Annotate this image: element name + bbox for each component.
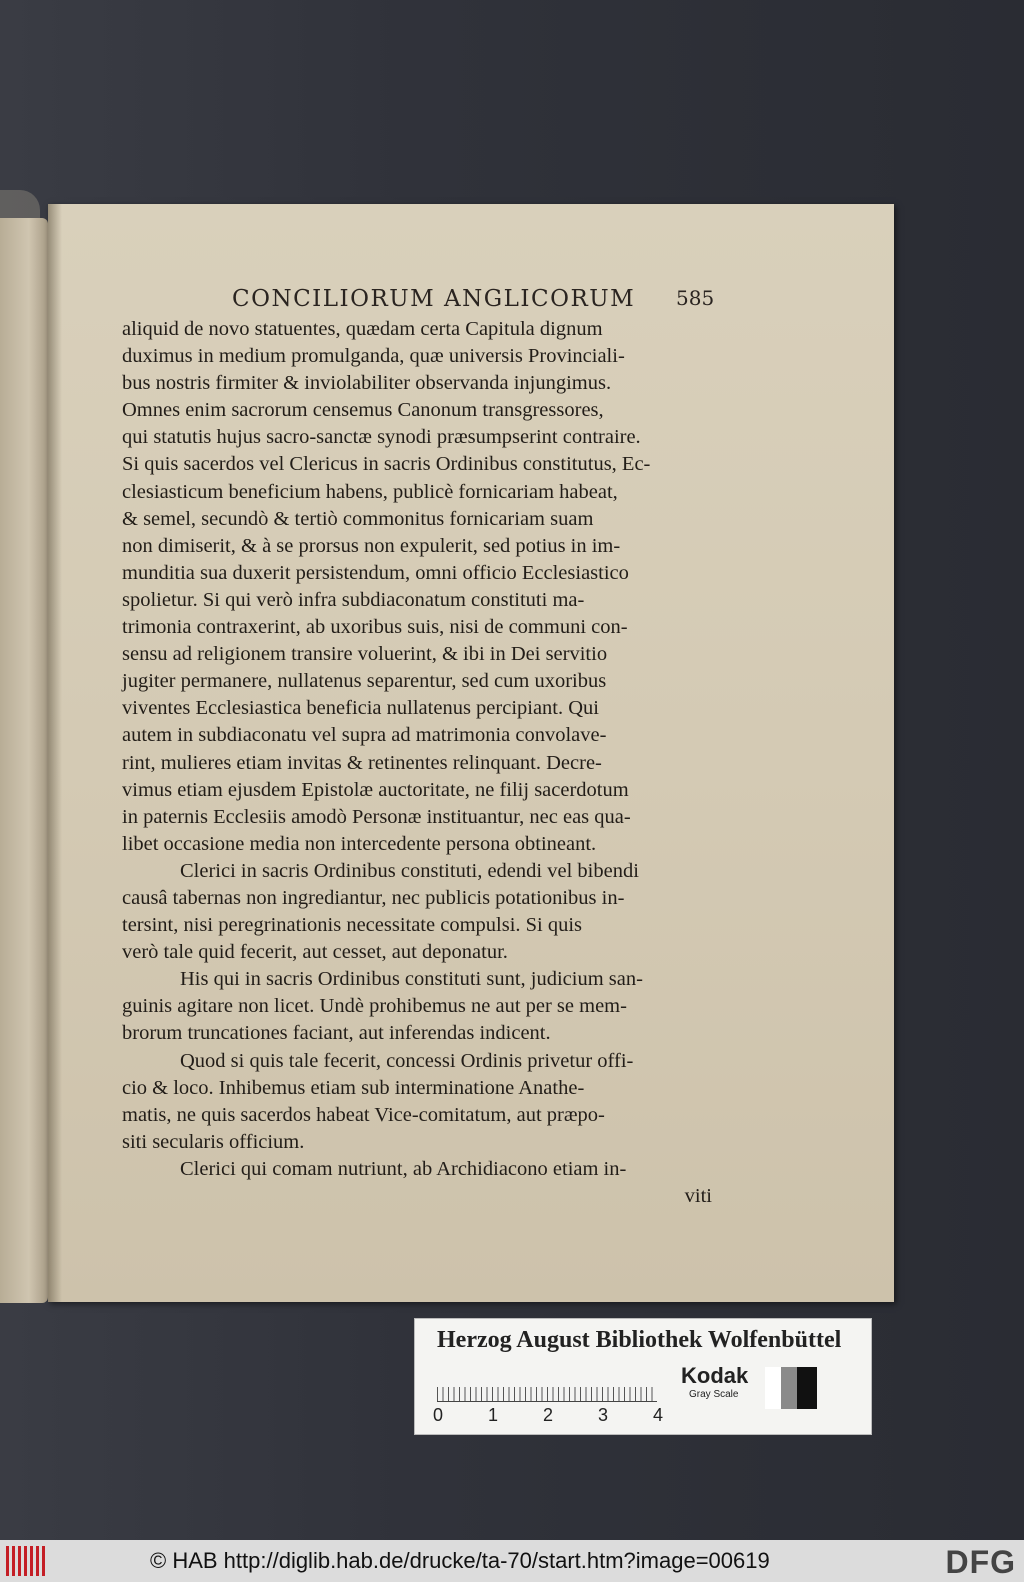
kodak-brand: Kodak: [681, 1363, 749, 1388]
dfg-logo: DFG: [945, 1544, 1016, 1580]
text-line: sensu ad religionem transire voluerint, & ibi in Dei servitio: [122, 643, 608, 666]
ruler-number: 1: [488, 1405, 499, 1425]
text-line: His qui in sacris Ordinibus constituti sunt, judicium san-: [180, 968, 643, 991]
text-line: verò tale quid fecerit, aut cesset, aut deponatur.: [122, 941, 508, 964]
text-line: cio & loco. Inhibemus etiam sub interminatione Anathe-: [122, 1076, 585, 1099]
left-page-edge: [0, 218, 48, 1303]
text-line: in paternis Ecclesiis amodò Personæ instituantur, nec eas qua-: [122, 805, 631, 828]
ruler-labels: [433, 1405, 673, 1425]
hab-logo-icon: [6, 1546, 46, 1576]
text-line: brorum truncationes faciant, aut inferendas indicent.: [122, 1022, 551, 1045]
kodak-subtitle: Gray Scale: [689, 1389, 739, 1400]
text-line: Quod si quis tale fecerit, concessi Ordinis privetur offi-: [180, 1049, 634, 1072]
text-line: Omnes enim sacrorum censemus Canonum transgressores,: [122, 399, 604, 422]
text-line: munditia sua duxerit persistendum, omni officio Ecclesiastico: [122, 561, 629, 584]
ruler-number: 0: [433, 1405, 444, 1425]
text-line: Si quis sacerdos vel Clericus in sacris Ordinibus constitutus, Ec-: [122, 453, 651, 476]
text-line: bus nostris firmiter & inviolabiliter observanda injungimus.: [122, 372, 612, 395]
text-line: viventes Ecclesiastica beneficia nullatenus percipiant. Qui: [122, 697, 600, 720]
running-head: CONCILIORUM ANGLICORUM: [232, 286, 636, 312]
page-spine-shadow: [48, 204, 62, 1302]
text-line: causâ tabernas non ingrediantur, nec publicis potationibus in-: [122, 886, 625, 909]
ruler-number: 4: [653, 1405, 664, 1425]
page-number: 585: [676, 286, 715, 310]
footer-bar: [0, 1540, 1024, 1582]
gray-swatch-white: [765, 1367, 781, 1409]
gray-swatch-mid: [781, 1367, 797, 1409]
text-line: rint, mulieres etiam invitas & retinentes relinquant. Decre-: [122, 751, 602, 774]
reference-card: [414, 1318, 872, 1435]
text-line: libet occasione media non intercedente persona obtineant.: [122, 832, 597, 855]
text-line: matis, ne quis sacerdos habeat Vice-comitatum, aut præpo-: [122, 1103, 605, 1126]
text-line: Clerici qui comam nutriunt, ab Archidiacono etiam in-: [180, 1157, 627, 1180]
text-line: autem in subdiaconatu vel supra ad matrimonia convolave-: [122, 724, 607, 747]
institution-label: Herzog August Bibliothek Wolfenbüttel: [437, 1327, 842, 1353]
text-block: [122, 316, 720, 1210]
text-line: spolietur. Si qui verò infra subdiaconatum constituti ma-: [122, 588, 585, 611]
footer-credit: © HAB http://diglib.hab.de/drucke/ta-70/start.htm?image=00619: [150, 1548, 770, 1573]
text-line: duximus in medium promulganda, quæ universis Provinciali-: [122, 345, 625, 368]
text-line: clesiasticum beneficium habens, publicè fornicariam habeat,: [122, 480, 618, 503]
catchword: viti: [684, 1185, 712, 1207]
text-line: tersint, nisi peregrinationis necessitate compulsi. Si quis: [122, 914, 583, 937]
text-line: aliquid de novo statuentes, quædam certa Capitula dignum: [122, 318, 603, 340]
book-page: [48, 204, 894, 1302]
gray-swatch-black: [797, 1367, 817, 1409]
text-line: jugiter permanere, nullatenus separentur, sed cum uxoribus: [122, 670, 607, 693]
text-line: Clerici in sacris Ordinibus constituti, edendi vel bibendi: [180, 859, 639, 882]
text-line: non dimiserit, & à se prorsus non expulerit, sed potius in im-: [122, 534, 621, 557]
ruler-number: 3: [598, 1405, 609, 1425]
scale-ruler: [437, 1371, 657, 1402]
text-line: & semel, secundò & tertiò commonitus fornicariam suam: [122, 507, 594, 530]
text-line: guinis agitare non licet. Undè prohibemus ne aut per se mem-: [122, 995, 627, 1018]
ruler-number: 2: [543, 1405, 554, 1425]
text-line: qui statutis hujus sacro-sanctæ synodi præsumpserint contraire.: [122, 426, 641, 449]
text-line: vimus etiam ejusdem Epistolæ auctoritate, ne filij sacerdotum: [122, 778, 629, 801]
text-line: siti secularis officium.: [122, 1130, 305, 1153]
text-line: trimonia contraxerint, ab uxoribus suis, nisi de communi con-: [122, 616, 628, 639]
